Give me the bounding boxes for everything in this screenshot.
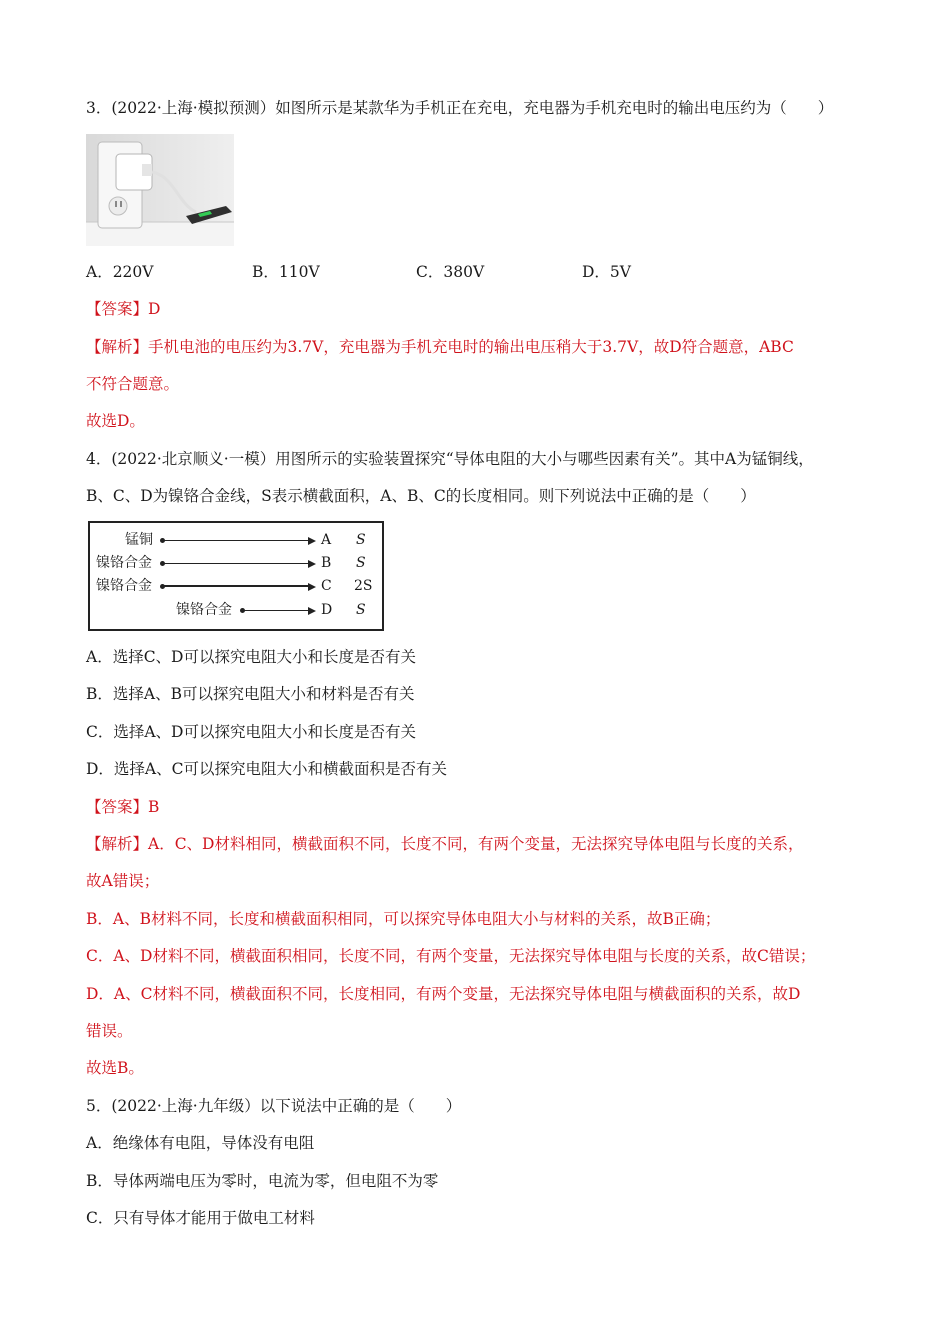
wire-b xyxy=(164,563,308,564)
q4-conclusion: 故选B。 xyxy=(86,1059,144,1077)
wire-c xyxy=(164,585,308,587)
wire-d-arrow xyxy=(308,607,316,615)
q4-analysis-line6: 错误。 xyxy=(86,1022,133,1040)
wire-b-material: 镍铬合金 xyxy=(96,555,152,571)
wire-c-label: C xyxy=(321,578,332,594)
q4-option-d: D．选择A、C可以探究电阻大小和横截面积是否有关 xyxy=(86,760,447,778)
wire-a-area: S xyxy=(356,532,366,548)
q3-answer: 【答案】D xyxy=(86,300,161,318)
wire-d-area: S xyxy=(356,602,366,618)
wire-d xyxy=(244,610,308,611)
q4-option-b: B．选择A、B可以探究电阻大小和材料是否有关 xyxy=(86,685,415,703)
q3-option-c: C．380V xyxy=(416,263,485,281)
wire-b-arrow xyxy=(308,560,316,568)
q4-analysis-line4: C．A、D材料不同，横截面积相同，长度不同，有两个变量，无法探究导体电阻与长度的关系，故C错误； xyxy=(86,947,816,965)
phone-charging-illustration xyxy=(86,134,234,246)
q4-analysis-line2: 故A错误； xyxy=(86,872,160,890)
q4-analysis-line5: D．A、C材料不同，横截面积不同，长度相同，有两个变量，无法探究导体电阻与横截面积的关系，故D xyxy=(86,985,801,1003)
wire-a-material: 锰铜 xyxy=(125,532,153,548)
q4-stem-line1: 4．(2022·北京顺义·一模）用图所示的实验装置探究“导体电阻的大小与哪些因素有关”。其中A为锰铜线， xyxy=(86,450,814,468)
q3-analysis-line2: 不符合题意。 xyxy=(86,375,180,393)
q3-conclusion: 故选D。 xyxy=(86,412,145,430)
wire-d-label: D xyxy=(321,602,333,618)
q3-option-d: D．5V xyxy=(582,263,631,281)
q4-stem-line2: B、C、D为镍铬合金线，S表示横截面积，A、B、C的长度相同。则下列说法中正确的是（ ） xyxy=(86,487,756,505)
q4-option-c: C．选择A、D可以探究电阻大小和长度是否有关 xyxy=(86,723,416,741)
q5-option-a: A．绝缘体有电阻，导体没有电阻 xyxy=(86,1134,315,1152)
wire-a-label: A xyxy=(321,532,332,548)
wire-a-arrow xyxy=(308,537,316,545)
wire-c-area: 2S xyxy=(354,578,373,594)
q5-option-c: C．只有导体才能用于做电工材料 xyxy=(86,1209,315,1227)
wire-c-material: 镍铬合金 xyxy=(96,578,152,594)
phone-charging-photo xyxy=(86,134,234,246)
q5-stem: 5．(2022·上海·九年级）以下说法中正确的是（ ） xyxy=(86,1097,462,1115)
q4-analysis-line3: B．A、B材料不同，长度和横截面积相同，可以探究导体电阻大小与材料的关系，故B正确； xyxy=(86,910,721,928)
q4-analysis-line1: 【解析】A．C、D材料相同，横截面积不同，长度不同，有两个变量，无法探究导体电阻与长度的关系， xyxy=(86,835,804,853)
wire-c-arrow xyxy=(308,583,316,591)
wire-a xyxy=(164,540,308,541)
q4-option-a: A．选择C、D可以探究电阻大小和长度是否有关 xyxy=(86,648,416,666)
q3-stem: 3．(2022·上海·模拟预测）如图所示是某款华为手机正在充电，充电器为手机充电时的输出电压约为（ ） xyxy=(86,99,834,117)
q3-analysis-line1: 【解析】手机电池的电压约为3.7V，充电器为手机充电时的输出电压稍大于3.7V，故D符合题意，ABC xyxy=(86,338,794,356)
q4-answer: 【答案】B xyxy=(86,798,160,816)
q5-option-b: B．导体两端电压为零时，电流为零，但电阻不为零 xyxy=(86,1172,439,1190)
wire-d-material: 镍铬合金 xyxy=(176,602,232,618)
wire-b-label: B xyxy=(321,555,332,571)
q3-option-b: B．110V xyxy=(252,263,320,281)
wire-diagram xyxy=(88,521,384,631)
q3-option-a: A．220V xyxy=(86,263,154,281)
wire-b-area: S xyxy=(356,555,366,571)
